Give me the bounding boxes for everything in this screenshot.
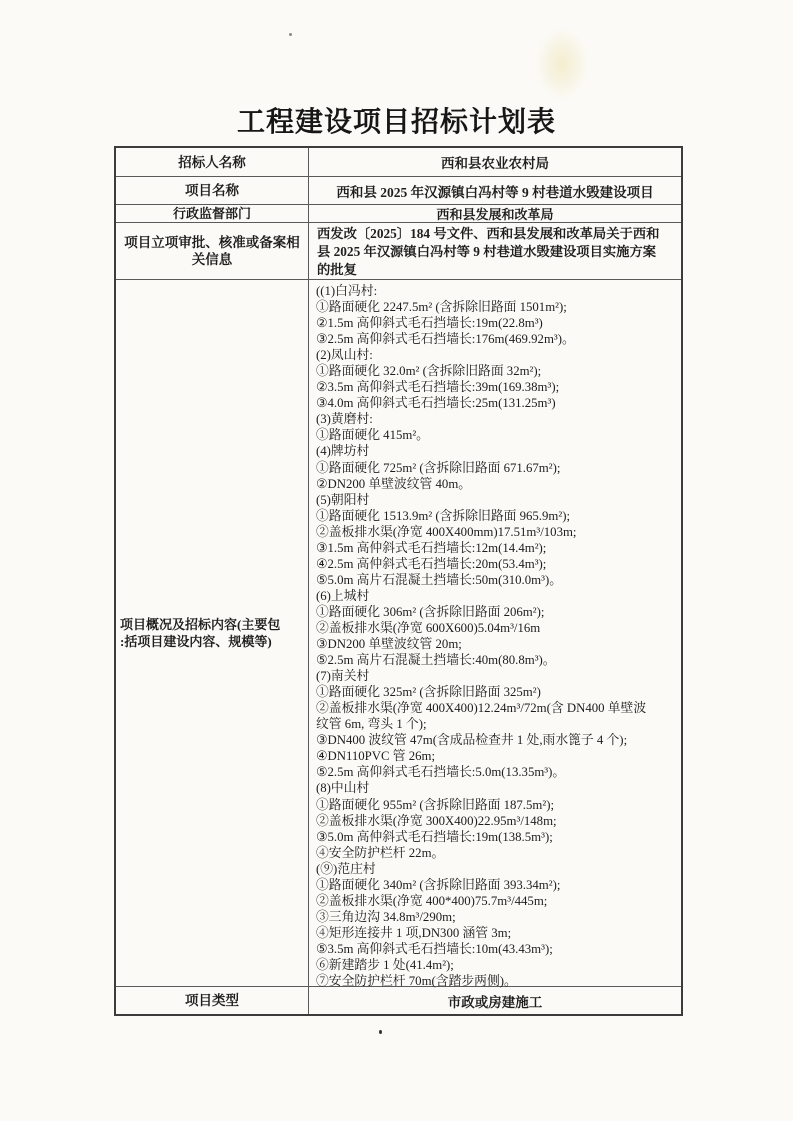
text-line: ②DN200 单壁波纹管 40m。 xyxy=(316,476,472,491)
table-row-tenderer-name xyxy=(116,148,681,177)
text-line: ③DN400 波纹管 47m(含成品检查井 1 处,雨水篦子 4 个); xyxy=(316,733,628,748)
text-line: ②盖板排水渠(净宽 600X600)5.04m³/16m xyxy=(316,620,541,635)
text-line: ①路面硬化 415m²。 xyxy=(316,428,429,443)
text-line: 县 2025 年汉源镇白冯村等 9 村巷道水毁建设项目实施方案 xyxy=(317,244,657,259)
table-row-supervising-department xyxy=(116,205,681,223)
text-line: 招标人名称 xyxy=(178,154,246,170)
text-line: ①路面硬化 955m² (含拆除旧路面 187.5m²); xyxy=(316,797,555,812)
row-value xyxy=(309,205,681,222)
text-line: ①路面硬化 725m² (含拆除旧路面 671.67m²); xyxy=(316,460,561,475)
text-line: ⑥新建踏步 1 处(41.4m²); xyxy=(316,957,454,972)
text-line: 西和县发展和改革局 xyxy=(436,207,554,222)
text-line: ①路面硬化 1513.9m² (含拆除旧路面 965.9m²); xyxy=(316,508,571,523)
text-line: ②1.5m 高仰斜式毛石挡墙长:19m(22.8m³) xyxy=(316,316,543,331)
text-line: ①路面硬化 32.0m² (含拆除旧路面 32m²); xyxy=(316,364,542,379)
row-label xyxy=(116,987,309,1014)
scan-artifact-smudge xyxy=(536,28,588,100)
scan-artifact-speck xyxy=(289,33,292,36)
text-line: 行政监督部门 xyxy=(172,206,251,221)
text-line: ①路面硬化 306m² (含拆除旧路面 206m²); xyxy=(316,604,545,619)
table-row-project-type xyxy=(116,987,681,1014)
text-line: ②盖板排水渠(净宽 400X400mm)17.51m³/103m; xyxy=(316,524,577,539)
text-line: ⑤5.0m 高片石混凝土挡墙长:50m(310.0m³)。 xyxy=(316,572,563,587)
text-line: ((1)白冯村: xyxy=(316,284,378,298)
row-value xyxy=(309,987,681,1014)
text-line: 市政或房建施工 xyxy=(447,994,543,1010)
text-line: ④2.5m 高仲斜式毛石挡墙长:20m(53.4m³); xyxy=(316,556,547,571)
bidding-plan-table xyxy=(114,146,683,1016)
row-label xyxy=(116,280,309,986)
table-row-project-overview xyxy=(116,280,681,987)
text-line: :括项目建设内容、规模等) xyxy=(120,634,272,649)
table-row-approval-info xyxy=(116,223,681,280)
text-line: ②3.5m 高仰斜式毛石挡墙长:39m(169.38m³); xyxy=(316,380,560,395)
text-line: ③2.5m 高仰斜式毛石挡墙长:176m(469.92m³)。 xyxy=(316,332,575,347)
text-line: (8)中山村 xyxy=(316,781,370,796)
scan-artifact-speck xyxy=(379,1030,382,1034)
text-line: ⑤2.5m 高片石混凝土挡墙长:40m(80.8m³)。 xyxy=(316,653,556,668)
row-value xyxy=(309,280,681,989)
row-label xyxy=(116,148,309,176)
text-line: ④DN110PVC 管 26m; xyxy=(316,749,436,764)
text-line: 纹管 6m, 弯头 1 个); xyxy=(316,717,427,732)
document-title: 工程建设项目招标计划表 xyxy=(236,107,556,138)
text-line: ①路面硬化 340m² (含拆除旧路面 393.34m²); xyxy=(316,877,561,892)
text-line: ③DN200 单壁波纹管 20m; xyxy=(316,637,462,652)
row-label xyxy=(116,205,309,222)
text-line: 项目概况及招标内容(主要包 xyxy=(120,617,281,632)
row-value xyxy=(309,177,681,204)
text-line: (6)上城村 xyxy=(316,588,370,603)
table-row-project-name xyxy=(116,177,681,205)
text-line: 项目立项审批、核准或备案相 xyxy=(124,235,300,250)
text-line: (⑨)范庄村 xyxy=(316,861,376,876)
text-line: (7)南关村 xyxy=(316,669,370,684)
text-line: ①路面硬化 325m² (含拆除旧路面 325m²) xyxy=(316,685,541,700)
text-line: ②盖板排水渠(净宽 300X400)22.95m³/148m; xyxy=(316,813,557,828)
text-line: (5)朝阳村 xyxy=(316,492,370,507)
text-line: ④矩形连接井 1 项,DN300 涵管 3m; xyxy=(316,925,512,940)
text-line: ⑦安全防护栏杆 70m(含踏步两侧)。 xyxy=(316,974,517,989)
text-line: 项目类型 xyxy=(185,993,239,1008)
row-label xyxy=(116,177,309,204)
text-line: 西和县农业农村局 xyxy=(441,156,549,171)
row-value xyxy=(309,223,681,279)
text-line: 项目名称 xyxy=(185,183,239,198)
text-line: ①路面硬化 2247.5m² (含拆除旧路面 1501m²); xyxy=(316,300,567,315)
text-line: ④安全防护栏杆 22m。 xyxy=(316,845,445,860)
text-line: ③5.0m 高仲斜式毛石挡墙长:19m(138.5m³); xyxy=(316,829,553,844)
text-line: (2)凤山村: xyxy=(316,348,373,363)
text-line: ③三角边沟 34.8m³/290m; xyxy=(316,909,456,924)
text-line: ③1.5m 高仲斜式毛石挡墙长:12m(14.4m²); xyxy=(316,540,547,555)
text-line: (3)黄磨村: xyxy=(316,412,373,427)
text-line: ③4.0m 高仰斜式毛石挡墙长:25m(131.25m³) xyxy=(316,396,556,411)
text-line: ②盖板排水渠(净宽 400*400)75.7m³/445m; xyxy=(316,893,548,908)
text-line: 的批复 xyxy=(317,262,357,277)
text-line: 西发改〔2025〕184 号文件、西和县发展和改革局关于西和 xyxy=(317,226,660,241)
text-line: 西和县 2025 年汉源镇白冯村等 9 村巷道水毁建设项目 xyxy=(336,184,654,200)
text-line: ②盖板排水渠(净宽 400X400)12.24m³/72m(含 DN400 单壁波 xyxy=(316,701,647,716)
text-line: ⑤2.5m 高仰斜式毛石挡墙长:5.0m(13.35m³)。 xyxy=(316,765,566,780)
text-line: ⑤3.5m 高仰斜式毛石挡墙长:10m(43.43m³); xyxy=(316,941,553,956)
row-label xyxy=(116,223,309,279)
text-line: 关信息 xyxy=(191,252,233,267)
row-value xyxy=(309,148,681,176)
text-line: (4)牌坊村 xyxy=(316,444,370,459)
